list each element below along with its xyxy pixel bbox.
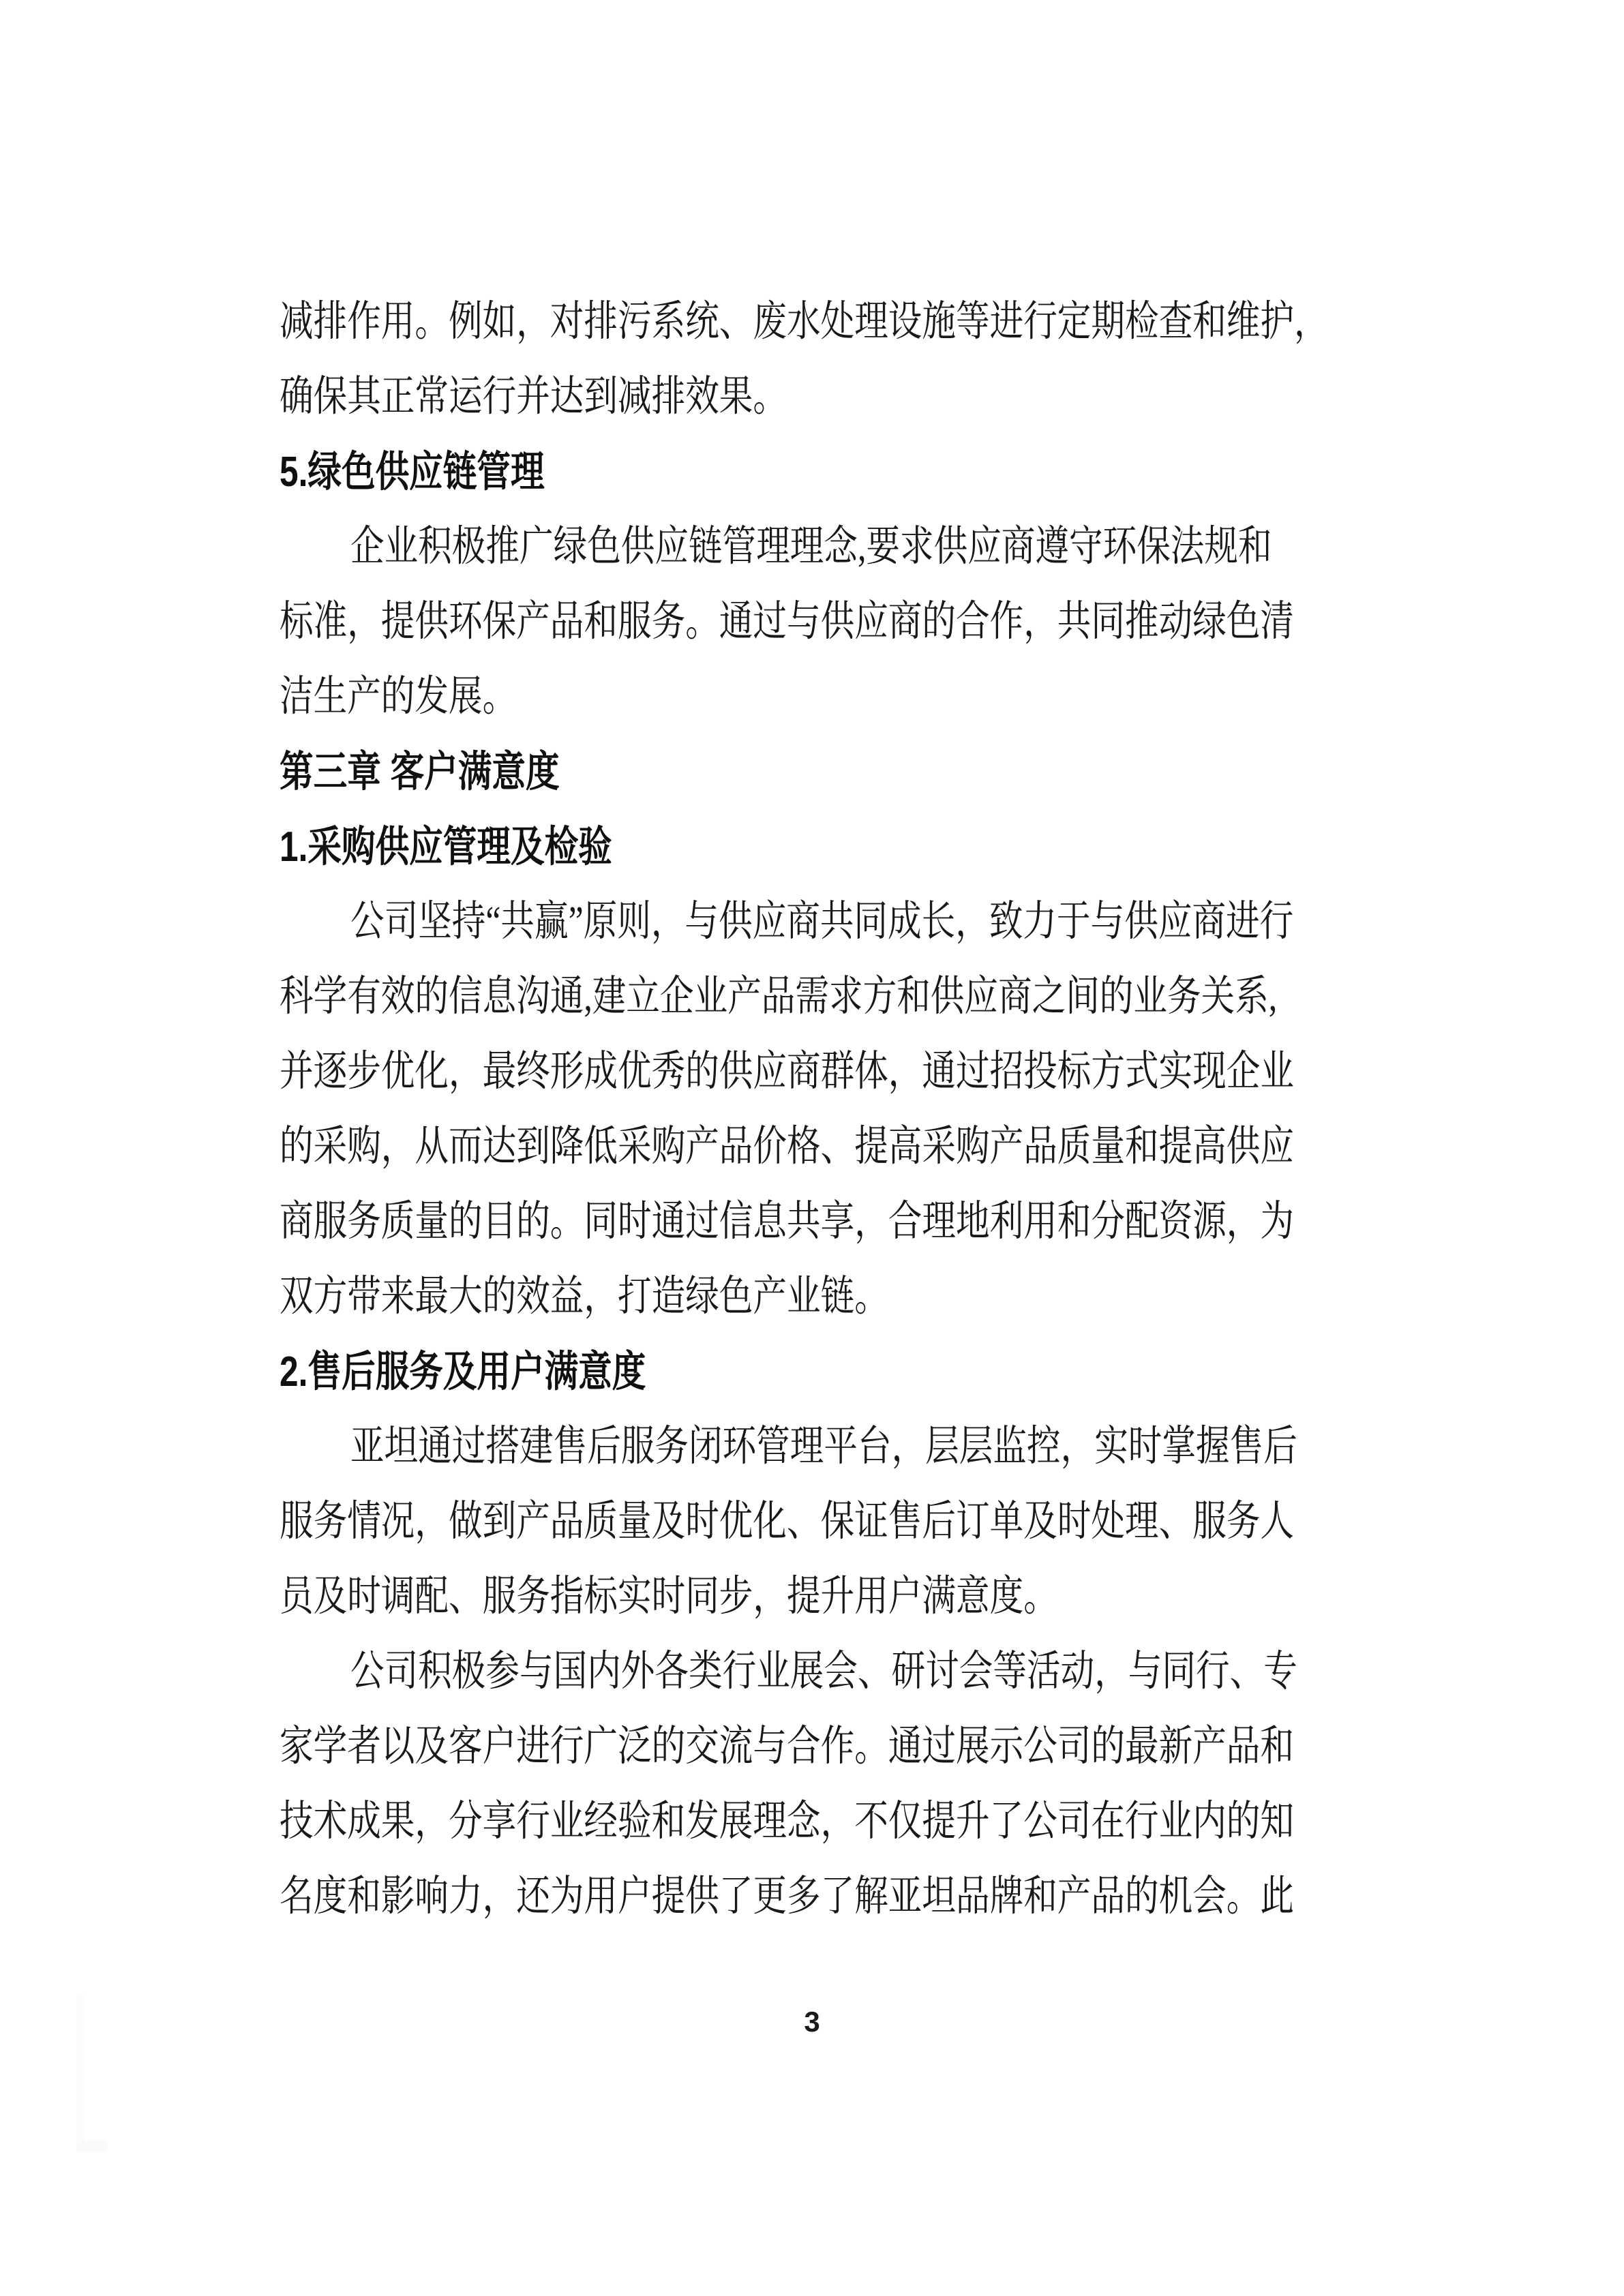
body-text-line xyxy=(280,960,1343,1035)
body-text-line xyxy=(350,510,1343,585)
document-body xyxy=(280,285,1343,1935)
text-content: 企业积极推广绿色供应链管理理念,要求供应商遵守环保法规和 xyxy=(350,524,1272,571)
body-text-line xyxy=(280,660,1343,735)
body-text-line xyxy=(280,1110,1343,1185)
text-content: 家学者以及客户进行广泛的交流与合作。通过展示公司的最新产品和 xyxy=(280,1723,1295,1770)
text-content: 亚坦通过搭建售后服务闭环管理平台，层层监控，实时掌握售后 xyxy=(350,1423,1297,1470)
text-content: 名度和影响力，还为用户提供了更多了解亚坦品牌和产品的机会。此 xyxy=(280,1873,1295,1920)
text-content: 公司坚持“共赢”原则，与供应商共同成长，致力于与供应商进行 xyxy=(350,898,1294,946)
text-content: 1.采购供应管理及检验 xyxy=(280,824,612,871)
body-text-line xyxy=(280,1260,1343,1335)
scan-artifact xyxy=(76,1994,85,2151)
body-text-line xyxy=(280,360,1343,435)
body-text-line xyxy=(280,1860,1343,1935)
heading-line xyxy=(280,1335,1343,1410)
text-content: 减排作用。例如，对排污系统、废水处理设施等进行定期检查和维护， xyxy=(280,299,1328,346)
text-content: 并逐步优化，最终形成优秀的供应商群体，通过招投标方式实现企业 xyxy=(280,1048,1295,1096)
body-text-line xyxy=(280,1560,1343,1635)
body-text-line xyxy=(280,1485,1343,1560)
body-text-line xyxy=(350,885,1343,960)
text-content: 洁生产的发展。 xyxy=(280,674,517,721)
page-footer xyxy=(0,2006,1624,2053)
text-content: 商服务质量的目的。同时通过信息共享，合理地利用和分配资源，为 xyxy=(280,1198,1295,1245)
heading-line xyxy=(280,810,1343,885)
heading-line xyxy=(280,435,1343,510)
text-content: 确保其正常运行并达到减排效果。 xyxy=(280,374,787,421)
text-content: 双方带来最大的效益，打造绿色产业链。 xyxy=(280,1273,888,1320)
body-text-line xyxy=(280,1710,1343,1785)
text-content: 第三章 客户满意度 xyxy=(280,749,560,796)
body-text-line xyxy=(350,1635,1343,1710)
text-content: 公司积极参与国内外各类行业展会、研讨会等活动，与同行、专 xyxy=(350,1648,1297,1695)
text-content: 2.售后服务及用户满意度 xyxy=(280,1348,646,1396)
heading-line xyxy=(280,735,1343,810)
body-text-line xyxy=(280,1035,1343,1110)
text-content: 的采购，从而达到降低采购产品价格、提高采购产品质量和提高供应 xyxy=(280,1123,1295,1170)
body-text-line xyxy=(280,585,1343,660)
body-text-line xyxy=(280,1785,1343,1860)
body-text-line xyxy=(280,285,1343,360)
scan-artifact xyxy=(76,2141,108,2151)
body-text-line xyxy=(350,1410,1343,1485)
text-content: 员及时调配、服务指标实时同步，提升用户满意度。 xyxy=(280,1573,1057,1620)
text-content: 标准，提供环保产品和服务。通过与供应商的合作，共同推动绿色清 xyxy=(280,599,1295,646)
text-content: 技术成果，分享行业经验和发展理念，不仅提升了公司在行业内的知 xyxy=(280,1798,1295,1845)
page-number: 3 xyxy=(804,2006,820,2038)
text-content: 5.绿色供应链管理 xyxy=(280,449,545,496)
body-text-line xyxy=(280,1185,1343,1260)
text-content: 科学有效的信息沟通,建立企业产品需求方和供应商之间的业务关系, xyxy=(280,973,1278,1021)
text-content: 服务情况，做到产品质量及时优化、保证售后订单及时处理、服务人 xyxy=(280,1498,1295,1545)
